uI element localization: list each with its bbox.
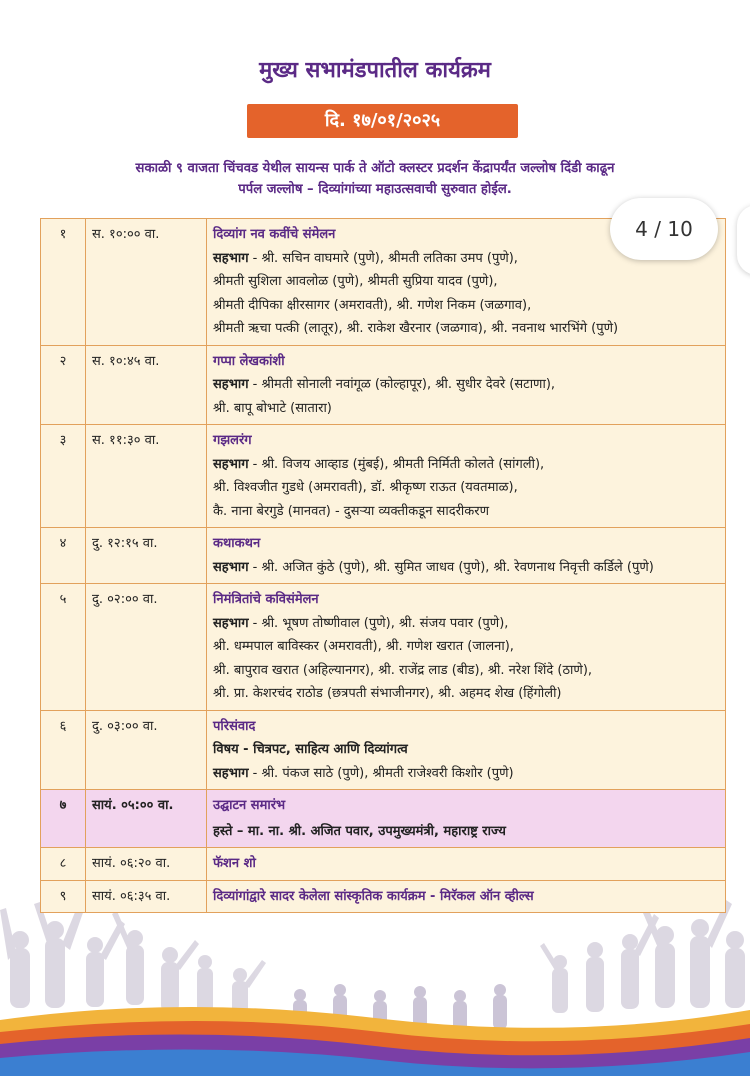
row-details (207, 790, 726, 848)
participation-label: सहभाग (213, 377, 249, 392)
participants-line: श्री. प्रा. केशरचंद राठोड (छत्रपती संभाजीनगर), श्री. अहमद शेख (हिंगोली) (213, 686, 562, 701)
participation-label: सहभाग (213, 250, 249, 266)
event-title: दिव्यांगांद्वारे सादर केलेला सांस्कृतिक कार्यक्रम - मिरॅकल ऑन व्हील्स (213, 888, 534, 904)
participation-label: सहभाग (213, 615, 249, 631)
row-time: दु. ०२:०० वा. (86, 584, 207, 711)
row-time: दु. १२:१५ वा. (86, 528, 207, 584)
row-time: सायं. ०६:२० वा. (86, 848, 207, 881)
participants-line: श्रीमती सुशिला आवलोळ (पुणे), श्रीमती सुप्रिया यादव (पुणे), (213, 274, 498, 289)
table-row (41, 425, 726, 528)
event-title: गप्पा लेखकांशी (213, 353, 285, 369)
participation-label: सहभाग (213, 456, 249, 472)
intro-line-1: सकाळी ९ वाजता चिंचवड येथील सायन्स पार्क ते ऑटो क्लस्टर प्रदर्शन केंद्रापर्यंत जल्लोष दिंडी काढून (135, 161, 615, 176)
row-time: सायं. ०५:०० वा. (86, 790, 207, 848)
row-number: १ (41, 219, 86, 346)
intro-text (60, 158, 690, 200)
date-banner: दि. १७/०१/२०२५ (247, 104, 518, 138)
participants-line: सहभाग - श्रीमती सोनाली नवांगूळ (कोल्हापूर), श्री. सुधीर देवरे (सटाणा), (213, 377, 556, 392)
table-row (41, 345, 726, 425)
participants-line: श्रीमती ऋचा पत्की (लातूर), श्री. राकेश खैरनार (जळगाव), श्री. नवनाथ भारभिंगे (पुणे) (213, 321, 619, 336)
participants-line: सहभाग - श्री. पंकज साठे (पुणे), श्रीमती राजेश्वरी किशोर (पुणे) (213, 765, 514, 781)
row-number: ७ (41, 790, 86, 848)
participation-label: सहभाग (213, 559, 249, 575)
row-number: ३ (41, 425, 86, 528)
participation-label: सहभाग (213, 765, 249, 781)
participants-line: श्री. बापुराव खरात (अहिल्यानगर), श्री. राजेंद्र लाड (बीड), श्री. नरेश शिंदे (ठाणे), (213, 662, 593, 678)
table-row (41, 710, 726, 790)
participants-line: कै. नाना बेरगुडे (मानवत) - दुसऱ्या व्यक्तीकडून सादरीकरण (213, 503, 489, 519)
row-number: ४ (41, 528, 86, 584)
schedule-table (40, 218, 726, 913)
participants-line: श्री. बापू बोभाटे (सातारा) (213, 400, 332, 416)
participants-line: श्रीमती दीपिका क्षीरसागर (अमरावती), श्री. गणेश निकम (जळगाव), (213, 297, 532, 313)
row-time: स. ११:३० वा. (86, 425, 207, 528)
chief-guest-line: हस्ते – मा. ना. श्री. अजित पवार, उपमुख्यमंत्री, महाराष्ट्र राज्य (213, 823, 506, 839)
row-details (207, 528, 726, 584)
event-title: कथाकथन (213, 536, 261, 551)
row-number: ९ (41, 880, 86, 913)
discussion-subject: विषय - चित्रपट, साहित्य आणि दिव्यांगत्व (213, 742, 408, 757)
participants-line: सहभाग - श्री. सचिन वाघमारे (पुणे), श्रीमती लतिका उमप (पुणे), (213, 250, 518, 266)
participants-line: श्री. विश्वजीत गुडधे (अमरावती), डॉ. श्रीकृष्ण राऊत (यवतमाळ), (213, 480, 518, 495)
event-title: निमंत्रितांचे कविसंमेलन (213, 592, 319, 607)
row-number: २ (41, 345, 86, 425)
row-details (207, 710, 726, 790)
table-row (41, 584, 726, 711)
row-time: स. १०:४५ वा. (86, 345, 207, 425)
row-time: सायं. ०६:३५ वा. (86, 880, 207, 913)
row-details (207, 848, 726, 881)
row-details (207, 880, 726, 913)
row-time: दु. ०३:०० वा. (86, 710, 207, 790)
participants-line: श्री. धम्मपाल बाविस्कर (अमरावती), श्री. गणेश खरात (जालना), (213, 639, 514, 654)
event-title: परिसंवाद (213, 718, 256, 734)
page-title: मुख्य सभामंडपातील कार्यक्रम (259, 58, 491, 83)
table-row (41, 880, 726, 913)
row-number: ६ (41, 710, 86, 790)
event-title: दिव्यांग नव कवींचे संमेलन (213, 227, 336, 242)
crowd-illustration (0, 900, 750, 1076)
row-time: स. १०:०० वा. (86, 219, 207, 346)
event-title: उद्घाटन समारंभ (213, 798, 286, 813)
table-row-highlighted (41, 790, 726, 848)
table-row (41, 848, 726, 881)
participants-line: सहभाग - श्री. विजय आव्हाड (मुंबई), श्रीमती निर्मिती कोलते (सांगली), (213, 456, 545, 472)
intro-line-2: पर्पल जल्लोष – दिव्यांगांच्या महाउत्सवाची सुरुवात होईल. (238, 182, 512, 197)
row-details (207, 425, 726, 528)
row-number: ५ (41, 584, 86, 711)
next-page-tab[interactable] (737, 205, 750, 275)
row-details (207, 584, 726, 711)
event-title: गझलरंग (213, 433, 252, 448)
participants-line: सहभाग - श्री. अजित कुंठे (पुणे), श्री. सुमित जाधव (पुणे), श्री. रेवणनाथ निवृत्ती कर्डिले (पुणे) (213, 559, 654, 575)
participants-line: सहभाग - श्री. भूषण तोष्णीवाल (पुणे), श्री. संजय पवार (पुणे), (213, 615, 509, 631)
event-title: फॅशन शो (213, 856, 256, 871)
row-details (207, 345, 726, 425)
table-row (41, 528, 726, 584)
page-counter: 4 / 10 (610, 198, 718, 260)
row-number: ८ (41, 848, 86, 881)
